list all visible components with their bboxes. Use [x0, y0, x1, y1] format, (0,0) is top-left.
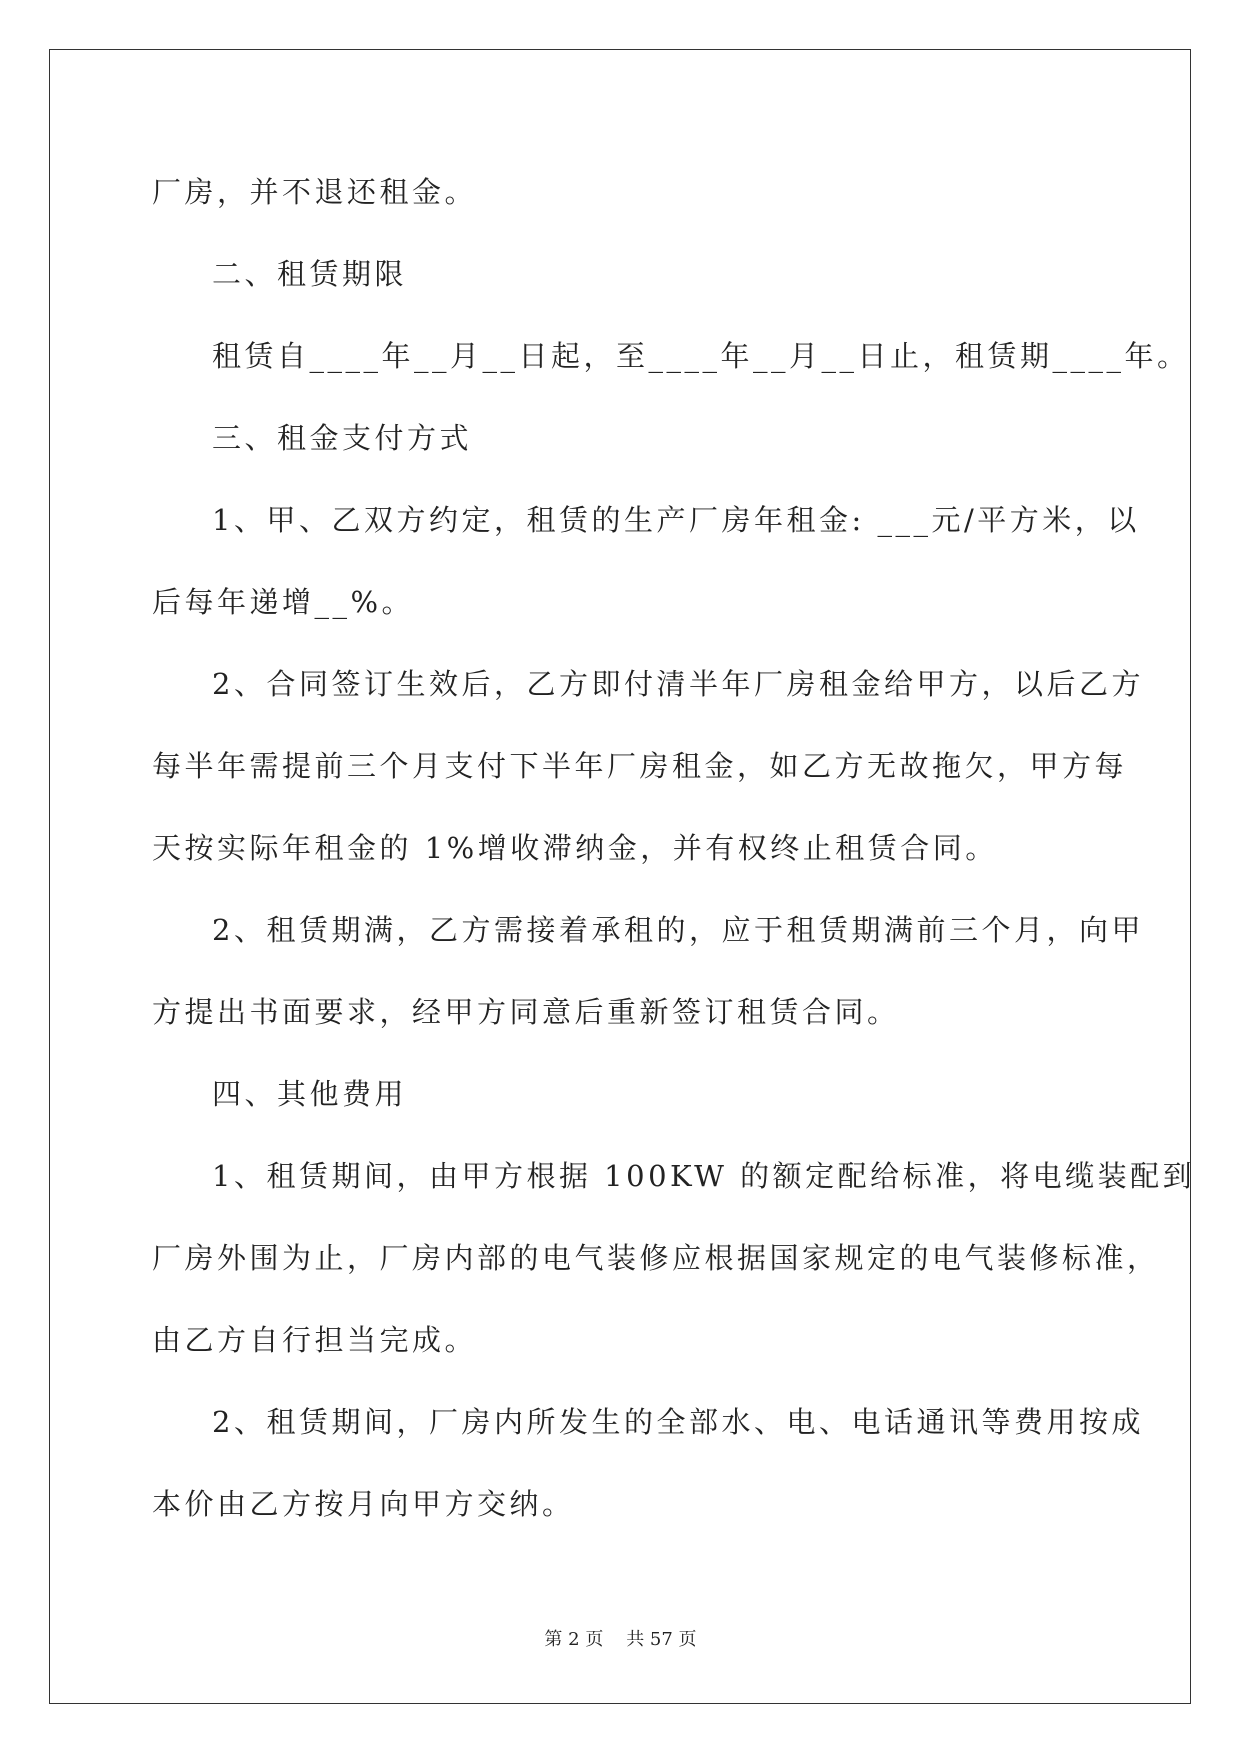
- section-heading: 二、租赁期限: [212, 257, 408, 291]
- text-line: 厂房，并不退还租金。: [152, 175, 478, 209]
- page-number-footer: 第 2 页 共 57 页: [544, 1629, 697, 1650]
- text-line: 由乙方自行担当完成。: [152, 1323, 478, 1357]
- text-line: 2、租赁期间，厂房内所发生的全部水、电、电话通讯等费用按成: [212, 1405, 1144, 1439]
- section-heading: 四、其他费用: [212, 1077, 408, 1111]
- text-line: 厂房外围为止，厂房内部的电气装修应根据国家规定的电气装修标准，: [152, 1241, 1160, 1275]
- text-line: 1、甲、乙双方约定，租赁的生产厂房年租金: ___元/平方米，以: [212, 503, 1140, 537]
- text-line: 天按实际年租金的 1%增收滞纳金，并有权终止租赁合同。: [152, 831, 998, 865]
- text-line: 每半年需提前三个月支付下半年厂房租金，如乙方无故拖欠，甲方每: [152, 749, 1128, 783]
- text-line: 2、合同签订生效后，乙方即付清半年厂房租金给甲方，以后乙方: [212, 667, 1144, 701]
- text-line: 方提出书面要求，经甲方同意后重新签订租赁合同。: [152, 995, 900, 1029]
- text-line: 后每年递增__%。: [152, 585, 415, 619]
- text-line: 租赁自____年__月__日起，至____年__月__日止，租赁期____年。: [212, 339, 1190, 373]
- text-line: 1、租赁期间，由甲方根据 100KW 的额定配给标准，将电缆装配到: [212, 1159, 1196, 1193]
- document-body: [152, 161, 1196, 1555]
- text-line: 本价由乙方按月向甲方交纳。: [152, 1487, 575, 1521]
- text-line: 2、租赁期满，乙方需接着承租的，应于租赁期满前三个月，向甲: [212, 913, 1144, 947]
- section-heading: 三、租金支付方式: [212, 421, 473, 455]
